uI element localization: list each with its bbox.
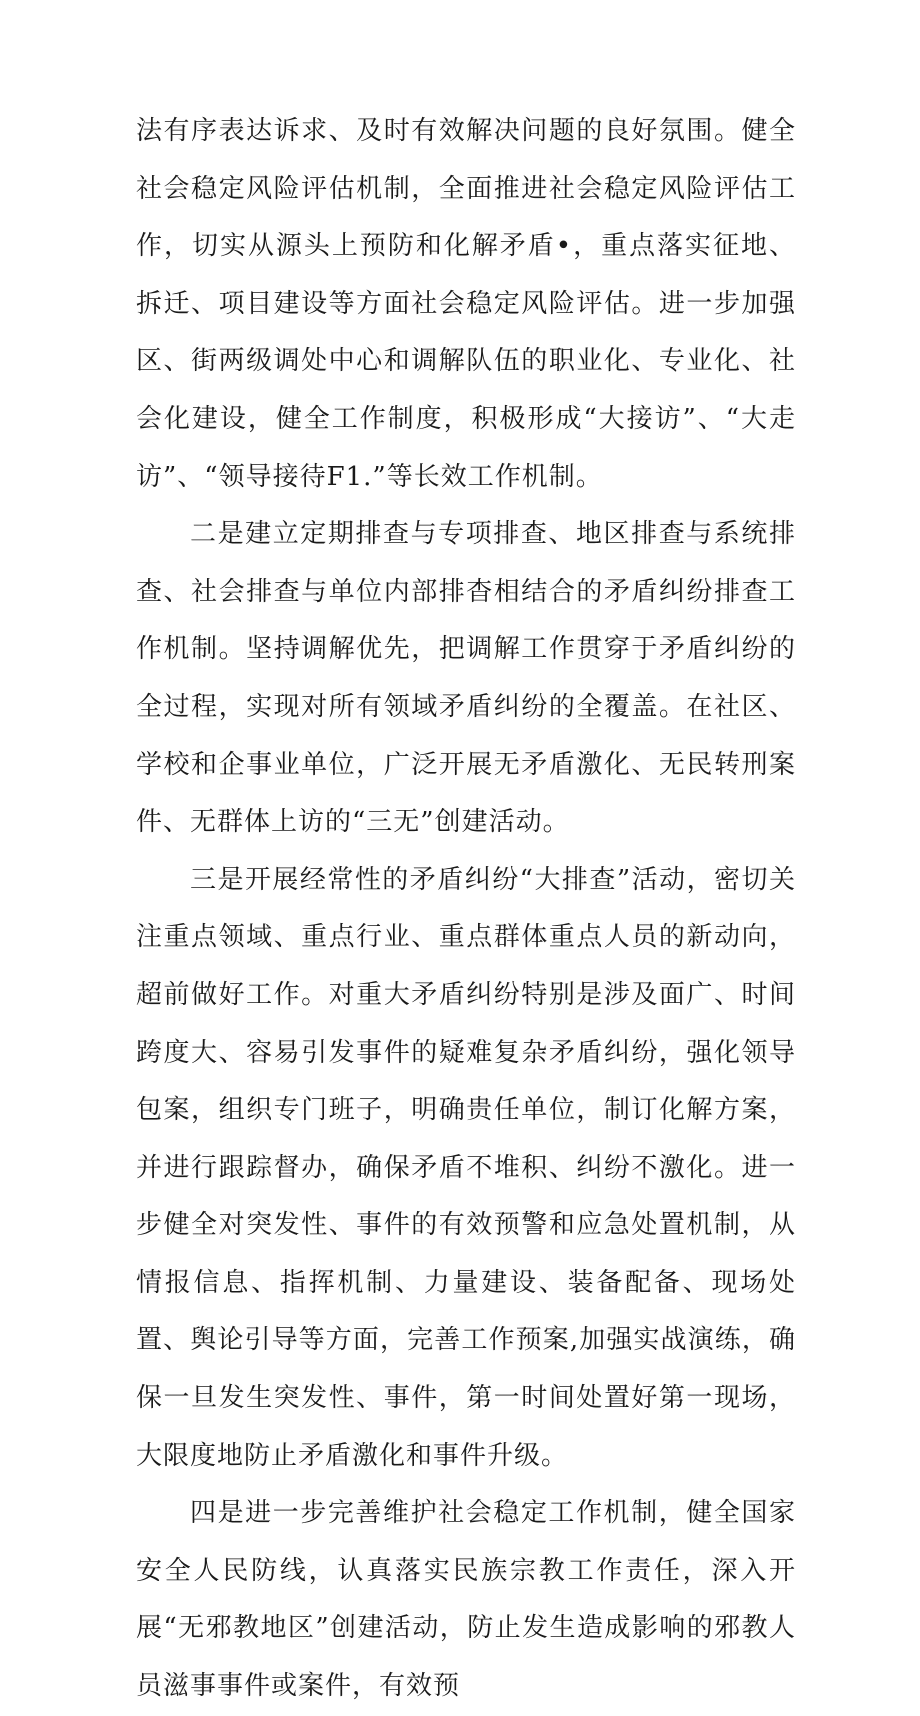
paragraph-3: 三是开展经常性的矛盾纠纷“大排查”活动，密切关注重点领域、重点行业、重点群体重点人员的新动向，超前做好工作。对重大矛盾纠纷特别是涉及面广、时间跨度大、容易引发事件的疑难复杂矛盾纠纷，强化领导包案，组织专门班子，明确贵任单位，制订化解方案，并进行跟踪督办，确保矛盾不堆积、纠纷不激化。进一步健全对突发性、事件的有效预警和应急处置机制，从情报信息、指挥机制、力量建设、装备配备、现场处置、舆论引导等方面，完善工作预案,加强实战演练，确保一旦发生突发性、事件，第一时间处置好第一现场，大限度地防止矛盾激化和事件升级。	[136, 864, 796, 1471]
paragraph-4: 四是进一步完善维护社会稳定工作机制，健全国家安全人民防线，认真落实民族宗教工作责任，深入开展“无邪教地区”创建活动，防止发生造成影响的邪教人员滋事事件或案件，有效预	[136, 1498, 796, 1702]
paragraph-1: 法有序表达诉求、及时有效解决问题的良好氛围。健全社会稳定风险评估机制，全面推进社会稳定风险评估工作，切实从源头上预防和化解矛盾•，重点落实征地、拆迁、项目建设等方面社会稳定风险评估。进一步加强区、街两级调处中心和调解队伍的职业化、专业化、社会化建设，健全工作制度，积极形成“大接访”、“大走访”、“领导接待F1.”等长效工作机制。	[136, 116, 796, 492]
paragraph-2: 二是建立定期排查与专项排查、地区排查与系统排查、社会排查与单位内部排杳相结合的矛盾纠纷排查工作机制。坚持调解优先，把调解工作贯穿于矛盾纠纷的全过程，实现对所有领域矛盾纠纷的全覆盖。在社区、学校和企事业单位，广泛开展无矛盾激化、无民转刑案件、无群体上访的“三无”创建活动。	[136, 519, 796, 838]
document-body	[136, 103, 796, 1716]
